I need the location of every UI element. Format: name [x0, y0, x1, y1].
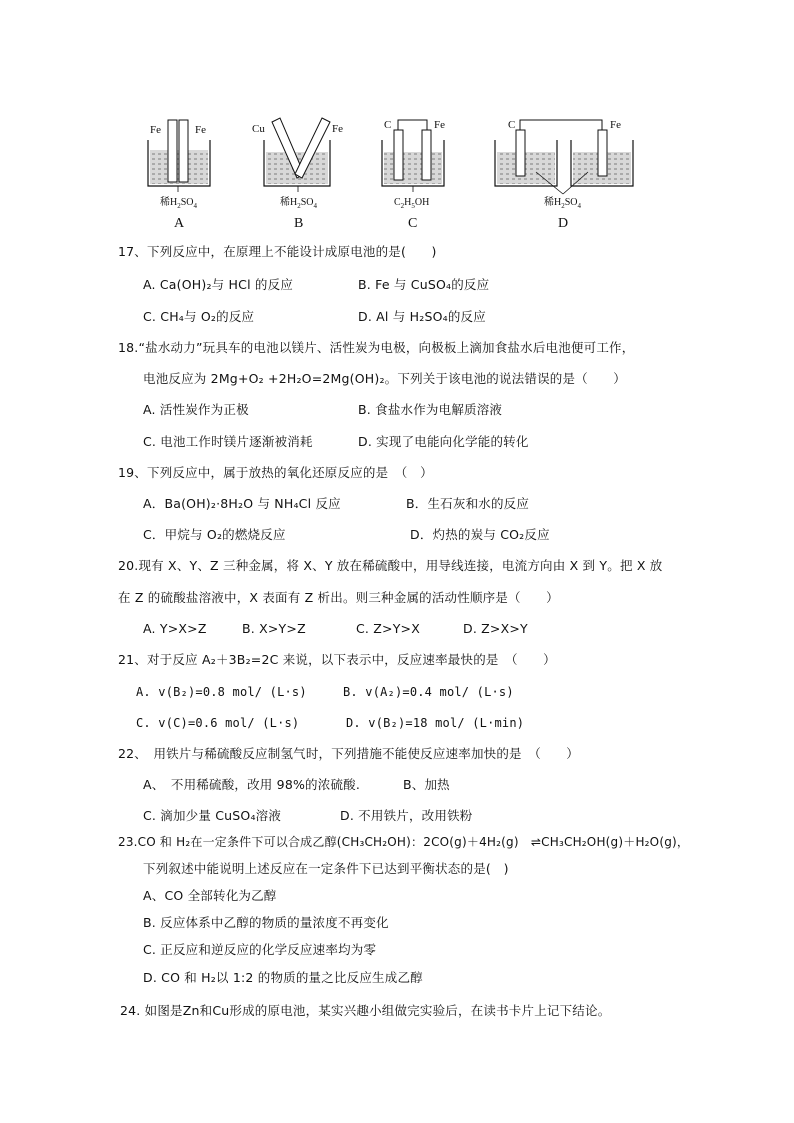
left-electrode-label: C	[384, 119, 392, 131]
q23-option-a: A、CO 全部转化为乙醇	[143, 888, 277, 903]
left-electrode-label: Fe	[150, 124, 161, 136]
q21-option-b: B. v(A₂)=0.4 mol/ (L·s)	[343, 685, 514, 699]
q20-option-b: B. X>Y>Z	[242, 621, 306, 636]
q22-option-c: C. 滴加少量 CuSO₄溶液	[143, 808, 282, 823]
q23-stem-line1: 23.CO 和 H₂在一定条件下可以合成乙醇(CH₃CH₂OH)：2CO(g)＋4H₂(g) ⇌CH₃CH₂OH(g)＋H₂O(g)，	[118, 835, 690, 849]
q22-option-d: D. 不用铁片，改用铁粉	[340, 808, 473, 823]
solution-left	[497, 152, 555, 184]
left-electrode-label: C	[508, 119, 516, 131]
electrode-right	[598, 130, 607, 176]
q17-option-c: C. CH₄与 O₂的反应	[143, 309, 255, 324]
q23-option-d: D. CO 和 H₂以 1:2 的物质的量之比反应生成乙醇	[143, 970, 423, 985]
q20-option-c: C. Z>Y>X	[356, 621, 420, 636]
q21-option-a: A. v(B₂)=0.8 mol/ (L·s)	[136, 685, 307, 699]
caption: A	[174, 216, 185, 231]
q20-stem-line1: 20.现有 X、Y、Z 三种金属，将 X、Y 放在稀硫酸中，用导线连接，电流方向由 X 到 Y。把 X 放	[118, 558, 663, 573]
right-electrode-label: Fe	[610, 119, 621, 131]
q18-stem-line2: 电池反应为 2Mg+O₂ +2H₂O=2Mg(OH)₂。下列关于该电池的说法错误的是（ ）	[143, 371, 626, 386]
q21-option-d: D. v(B₂)=18 mol/ (L·min)	[346, 716, 525, 730]
electrode-left	[516, 130, 525, 176]
q18-option-c: C. 电池工作时镁片逐渐被消耗	[143, 434, 313, 449]
q19-stem: 19、下列反应中，属于放热的氧化还原反应的是 （ ）	[118, 465, 433, 480]
q18-stem-line1: 18.“盐水动力”玩具车的电池以镁片、活性炭为电极，向极板上滴加食盐水后电池便可工作，	[118, 340, 635, 355]
q19-option-b: B．生石灰和水的反应	[406, 496, 530, 511]
q22-stem: 22、 用铁片与稀硫酸反应制氢气时，下列措施不能使反应速率加快的是 （ ）	[118, 746, 580, 761]
cell-b	[250, 112, 350, 232]
q22-option-b: B、加热	[403, 777, 450, 792]
right-electrode-label: Fe	[434, 119, 445, 131]
electrode-left	[168, 120, 177, 182]
solution-label: 稀$H_2SO_4$	[280, 197, 318, 210]
caption: B	[294, 216, 304, 231]
solution-label: 稀$H_2SO_4$	[160, 197, 198, 210]
q17-option-a: A. Ca(OH)₂与 HCl 的反应	[143, 277, 294, 292]
electrode-right	[422, 130, 431, 180]
right-electrode-label: Fe	[332, 123, 343, 135]
q19-option-a: A．Ba(OH)₂·8H₂O 与 NH₄Cl 反应	[143, 496, 341, 511]
cell-a	[140, 112, 230, 232]
q17-stem: 17、下列反应中，在原理上不能设计成原电池的是( )	[118, 244, 437, 259]
q23-option-b: B. 反应体系中乙醇的物质的量浓度不再变化	[143, 915, 389, 930]
wire	[520, 120, 602, 130]
solution-label: 稀$H_2SO_4$	[544, 197, 582, 210]
wire	[398, 120, 427, 130]
electrode-left	[394, 130, 403, 180]
q23-option-c: C. 正反应和逆反应的化学反应速率均为零	[143, 942, 377, 957]
right-electrode-label: Fe	[195, 124, 206, 136]
q24-stem: 24. 如图是Zn和Cu形成的原电池，某实兴趣小组做完实验后，在读书卡片上记下结论。	[120, 1003, 611, 1018]
q22-option-a: A、 不用稀硫酸，改用 98%的浓硫酸.	[143, 777, 361, 792]
solution-label: $C_2H_5OH$	[394, 197, 430, 210]
q18-option-d: D. 实现了电能向化学能的转化	[358, 434, 529, 449]
q18-option-b: B. 食盐水作为电解质溶液	[358, 402, 503, 417]
caption: D	[558, 216, 569, 231]
cell-c	[372, 112, 462, 232]
q20-stem-line2: 在 Z 的硫酸盐溶液中，X 表面有 Z 析出。则三种金属的活动性顺序是（ ）	[118, 590, 559, 605]
left-electrode-label: Cu	[252, 123, 265, 135]
q23-stem-line2: 下列叙述中能说明上述反应在一定条件下已达到平衡状态的是( )	[143, 861, 509, 876]
q21-option-c: C. v(C)=0.6 mol/ (L·s)	[136, 716, 300, 730]
q20-option-a: A. Y>X>Z	[143, 621, 207, 636]
q18-option-a: A. 活性炭作为正极	[143, 402, 249, 417]
electrode-right	[179, 120, 188, 182]
cells-figure	[0, 112, 794, 240]
solution	[384, 152, 442, 184]
caption: C	[408, 216, 418, 231]
q20-option-d: D. Z>X>Y	[463, 621, 528, 636]
q17-option-b: B. Fe 与 CuSO₄的反应	[358, 277, 490, 292]
cell-d	[488, 112, 638, 232]
q19-option-c: C．甲烷与 O₂的燃烧反应	[143, 527, 286, 542]
q21-stem: 21、对于反应 A₂＋3B₂=2C 来说，以下表示中，反应速率最快的是 （ ）	[118, 652, 556, 667]
q19-option-d: D．灼热的炭与 CO₂反应	[410, 527, 550, 542]
q17-option-d: D. Al 与 H₂SO₄的反应	[358, 309, 486, 324]
